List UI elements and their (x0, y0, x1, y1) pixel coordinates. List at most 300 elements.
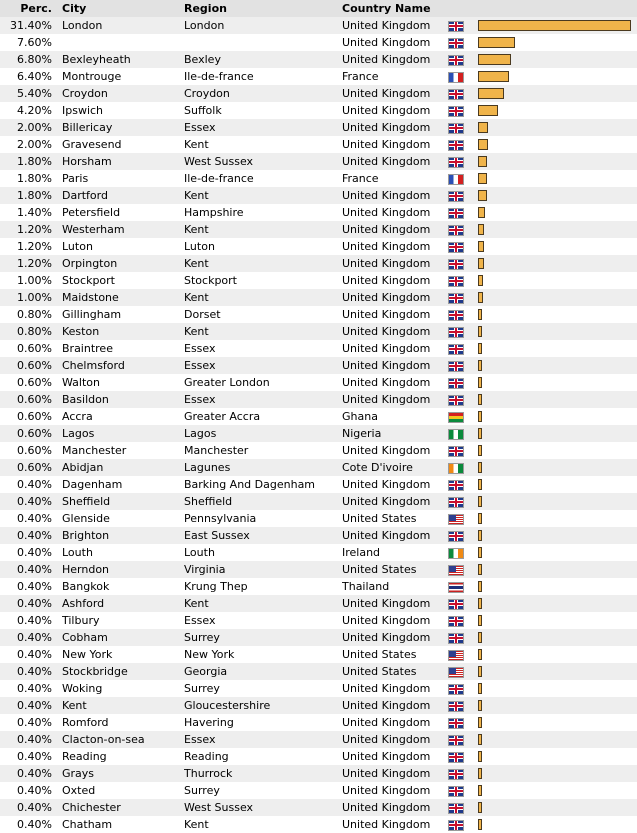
row-perc: 0.40% (0, 663, 62, 680)
row-bar-cell (478, 102, 637, 119)
row-city: Chichester (62, 799, 184, 816)
row-perc: 0.40% (0, 510, 62, 527)
table-row (0, 85, 637, 102)
table-row (0, 748, 637, 765)
row-flag-cell (448, 595, 478, 612)
france-flag-icon (448, 174, 464, 185)
row-flag-cell (448, 782, 478, 799)
row-city: Oxted (62, 782, 184, 799)
row-perc: 6.80% (0, 51, 62, 68)
row-flag-cell (448, 799, 478, 816)
ghana-flag-icon (448, 412, 464, 423)
table-row (0, 153, 637, 170)
table-row (0, 340, 637, 357)
row-city: Grays (62, 765, 184, 782)
row-country: United Kingdom (342, 340, 448, 357)
percentage-bar (478, 445, 482, 456)
uk-flag-icon (448, 310, 464, 321)
row-bar-cell (478, 68, 637, 85)
uk-flag-icon (448, 395, 464, 406)
row-region: London (184, 17, 342, 34)
header-flag (448, 0, 478, 17)
row-flag-cell (448, 561, 478, 578)
row-perc: 0.60% (0, 391, 62, 408)
row-city: Billericay (62, 119, 184, 136)
row-bar-cell (478, 544, 637, 561)
uk-flag-icon (448, 599, 464, 610)
row-bar-cell (478, 595, 637, 612)
row-country: United Kingdom (342, 476, 448, 493)
percentage-bar (478, 37, 515, 48)
table-row (0, 187, 637, 204)
table-row (0, 306, 637, 323)
table-row (0, 17, 637, 34)
row-region: Kent (184, 323, 342, 340)
percentage-bar (478, 360, 482, 371)
row-flag-cell (448, 816, 478, 833)
row-flag-cell (448, 510, 478, 527)
table-row (0, 374, 637, 391)
row-city: Tilbury (62, 612, 184, 629)
row-perc: 0.40% (0, 561, 62, 578)
row-country: United Kingdom (342, 765, 448, 782)
row-country: United States (342, 561, 448, 578)
row-bar-cell (478, 663, 637, 680)
percentage-bar (478, 428, 482, 439)
table-row (0, 646, 637, 663)
table-row (0, 289, 637, 306)
table-row (0, 408, 637, 425)
row-perc: 31.40% (0, 17, 62, 34)
row-country: United States (342, 663, 448, 680)
row-region: Kent (184, 136, 342, 153)
row-flag-cell (448, 612, 478, 629)
usa-flag-icon (448, 650, 464, 661)
row-city: Woking (62, 680, 184, 697)
row-perc: 0.40% (0, 527, 62, 544)
row-region: Stockport (184, 272, 342, 289)
row-city: Maidstone (62, 289, 184, 306)
row-city: Brighton (62, 527, 184, 544)
percentage-bar (478, 173, 487, 184)
row-flag-cell (448, 170, 478, 187)
table-row (0, 51, 637, 68)
row-perc: 1.80% (0, 153, 62, 170)
france-flag-icon (448, 72, 464, 83)
row-region: Bexley (184, 51, 342, 68)
row-country: United Kingdom (342, 221, 448, 238)
row-perc: 1.20% (0, 255, 62, 272)
percentage-bar (478, 802, 482, 813)
row-city: Dagenham (62, 476, 184, 493)
row-city: Dartford (62, 187, 184, 204)
table-row (0, 493, 637, 510)
uk-flag-icon (448, 701, 464, 712)
percentage-bar (478, 666, 482, 677)
row-region: Essex (184, 731, 342, 748)
row-bar-cell (478, 578, 637, 595)
row-region: Ile-de-france (184, 68, 342, 85)
row-country: France (342, 68, 448, 85)
row-city: Cobham (62, 629, 184, 646)
row-perc: 1.40% (0, 204, 62, 221)
row-perc: 0.40% (0, 816, 62, 833)
row-city: Westerham (62, 221, 184, 238)
table-row (0, 629, 637, 646)
uk-flag-icon (448, 21, 464, 32)
row-country: United States (342, 646, 448, 663)
percentage-bar (478, 105, 498, 116)
percentage-bar (478, 768, 482, 779)
row-city: Lagos (62, 425, 184, 442)
percentage-bar (478, 598, 482, 609)
row-perc: 0.40% (0, 612, 62, 629)
percentage-bar (478, 258, 484, 269)
row-region: Surrey (184, 629, 342, 646)
row-perc: 0.60% (0, 357, 62, 374)
percentage-bar (478, 496, 482, 507)
row-bar-cell (478, 680, 637, 697)
percentage-bar (478, 513, 482, 524)
uk-flag-icon (448, 684, 464, 695)
row-bar-cell (478, 748, 637, 765)
row-region: Reading (184, 748, 342, 765)
row-region: Kent (184, 221, 342, 238)
row-country: Cote D'ivoire (342, 459, 448, 476)
row-flag-cell (448, 255, 478, 272)
row-bar-cell (478, 391, 637, 408)
row-city: Accra (62, 408, 184, 425)
table-row (0, 697, 637, 714)
row-flag-cell (448, 323, 478, 340)
header-city[interactable]: City (62, 0, 184, 17)
uk-flag-icon (448, 157, 464, 168)
row-perc: 0.40% (0, 646, 62, 663)
row-city: Ipswich (62, 102, 184, 119)
row-perc: 0.40% (0, 714, 62, 731)
row-country: United Kingdom (342, 34, 448, 51)
table-row (0, 204, 637, 221)
table-row (0, 102, 637, 119)
row-bar-cell (478, 425, 637, 442)
uk-flag-icon (448, 361, 464, 372)
row-flag-cell (448, 527, 478, 544)
nigeria-flag-icon (448, 429, 464, 440)
table-row (0, 714, 637, 731)
percentage-bar (478, 819, 482, 830)
row-region: Essex (184, 340, 342, 357)
uk-flag-icon (448, 786, 464, 797)
table-row (0, 459, 637, 476)
row-bar-cell (478, 527, 637, 544)
table-row (0, 442, 637, 459)
row-country: United Kingdom (342, 136, 448, 153)
uk-flag-icon (448, 769, 464, 780)
row-region: Greater Accra (184, 408, 342, 425)
row-perc: 0.60% (0, 374, 62, 391)
uk-flag-icon (448, 208, 464, 219)
row-city: Stockport (62, 272, 184, 289)
uk-flag-icon (448, 531, 464, 542)
percentage-bar (478, 751, 482, 762)
row-flag-cell (448, 425, 478, 442)
row-city: Luton (62, 238, 184, 255)
table-row (0, 136, 637, 153)
row-bar-cell (478, 255, 637, 272)
row-bar-cell (478, 459, 637, 476)
row-perc: 0.40% (0, 748, 62, 765)
row-perc: 0.40% (0, 697, 62, 714)
row-flag-cell (448, 204, 478, 221)
percentage-bar (478, 326, 482, 337)
row-flag-cell (448, 136, 478, 153)
row-bar-cell (478, 136, 637, 153)
row-city: Louth (62, 544, 184, 561)
row-city: London (62, 17, 184, 34)
table-row (0, 816, 637, 833)
row-region: East Sussex (184, 527, 342, 544)
row-perc: 0.40% (0, 544, 62, 561)
percentage-bar (478, 530, 482, 541)
row-flag-cell (448, 374, 478, 391)
row-flag-cell (448, 34, 478, 51)
row-bar-cell (478, 510, 637, 527)
row-perc: 0.40% (0, 578, 62, 595)
row-bar-cell (478, 442, 637, 459)
row-region: Havering (184, 714, 342, 731)
percentage-bar (478, 190, 487, 201)
row-country: United Kingdom (342, 187, 448, 204)
row-bar-cell (478, 782, 637, 799)
row-flag-cell (448, 272, 478, 289)
row-region: Dorset (184, 306, 342, 323)
row-region: Luton (184, 238, 342, 255)
row-flag-cell (448, 187, 478, 204)
row-city: Glenside (62, 510, 184, 527)
row-flag-cell (448, 663, 478, 680)
row-bar-cell (478, 374, 637, 391)
row-flag-cell (448, 629, 478, 646)
uk-flag-icon (448, 378, 464, 389)
row-country: Thailand (342, 578, 448, 595)
row-flag-cell (448, 340, 478, 357)
row-region: Kent (184, 816, 342, 833)
row-perc: 0.40% (0, 765, 62, 782)
uk-flag-icon (448, 633, 464, 644)
row-region: Kent (184, 595, 342, 612)
row-city: Basildon (62, 391, 184, 408)
row-perc: 1.20% (0, 238, 62, 255)
row-perc: 5.40% (0, 85, 62, 102)
row-region: Georgia (184, 663, 342, 680)
row-perc: 6.40% (0, 68, 62, 85)
row-flag-cell (448, 221, 478, 238)
uk-flag-icon (448, 820, 464, 831)
row-country: France (342, 170, 448, 187)
table-row (0, 731, 637, 748)
row-country: United Kingdom (342, 357, 448, 374)
row-flag-cell (448, 102, 478, 119)
row-bar-cell (478, 357, 637, 374)
row-city: Kent (62, 697, 184, 714)
row-country: United Kingdom (342, 306, 448, 323)
row-country: United Kingdom (342, 493, 448, 510)
percentage-bar (478, 649, 482, 660)
row-country: United Kingdom (342, 697, 448, 714)
row-flag-cell (448, 544, 478, 561)
row-bar-cell (478, 17, 637, 34)
row-country: United Kingdom (342, 731, 448, 748)
uk-flag-icon (448, 446, 464, 457)
row-city: Petersfield (62, 204, 184, 221)
uk-flag-icon (448, 276, 464, 287)
row-region: Lagunes (184, 459, 342, 476)
row-perc: 2.00% (0, 136, 62, 153)
table-row (0, 510, 637, 527)
row-perc: 0.60% (0, 340, 62, 357)
uk-flag-icon (448, 140, 464, 151)
row-perc: 0.40% (0, 799, 62, 816)
table-row (0, 170, 637, 187)
uk-flag-icon (448, 242, 464, 253)
table-row (0, 255, 637, 272)
row-flag-cell (448, 765, 478, 782)
table-row (0, 680, 637, 697)
row-perc: 1.00% (0, 289, 62, 306)
row-city: Chelmsford (62, 357, 184, 374)
row-country: United Kingdom (342, 204, 448, 221)
thailand-flag-icon (448, 582, 464, 593)
row-country: United Kingdom (342, 102, 448, 119)
percentage-bar (478, 581, 482, 592)
row-country: United Kingdom (342, 799, 448, 816)
row-flag-cell (448, 306, 478, 323)
row-region: Louth (184, 544, 342, 561)
percentage-bar (478, 479, 482, 490)
row-flag-cell (448, 289, 478, 306)
cote-divoire-flag-icon (448, 463, 464, 474)
row-region: Gloucestershire (184, 697, 342, 714)
table-row (0, 765, 637, 782)
row-perc: 2.00% (0, 119, 62, 136)
percentage-bar (478, 547, 482, 558)
table-row (0, 544, 637, 561)
row-region: Suffolk (184, 102, 342, 119)
row-flag-cell (448, 85, 478, 102)
table-row (0, 119, 637, 136)
row-bar-cell (478, 170, 637, 187)
percentage-bar (478, 615, 482, 626)
row-country: United Kingdom (342, 255, 448, 272)
row-region: Manchester (184, 442, 342, 459)
row-region: West Sussex (184, 799, 342, 816)
row-city: Gravesend (62, 136, 184, 153)
percentage-bar (478, 394, 482, 405)
row-flag-cell (448, 493, 478, 510)
row-perc: 0.80% (0, 306, 62, 323)
row-city: Keston (62, 323, 184, 340)
row-perc: 0.40% (0, 476, 62, 493)
header-country[interactable]: Country Name (342, 0, 448, 17)
row-region: Hampshire (184, 204, 342, 221)
row-bar-cell (478, 629, 637, 646)
row-country: United Kingdom (342, 748, 448, 765)
row-bar-cell (478, 85, 637, 102)
table-row (0, 561, 637, 578)
row-flag-cell (448, 748, 478, 765)
row-flag-cell (448, 442, 478, 459)
row-region: Virginia (184, 561, 342, 578)
row-flag-cell (448, 17, 478, 34)
row-country: Ireland (342, 544, 448, 561)
percentage-bar (478, 292, 483, 303)
table-row (0, 221, 637, 238)
uk-flag-icon (448, 123, 464, 134)
row-bar-cell (478, 408, 637, 425)
percentage-bar (478, 632, 482, 643)
row-city: Croydon (62, 85, 184, 102)
row-perc: 1.00% (0, 272, 62, 289)
row-region: Surrey (184, 782, 342, 799)
row-city: Romford (62, 714, 184, 731)
table-row (0, 323, 637, 340)
row-country: United Kingdom (342, 714, 448, 731)
table-row (0, 34, 637, 51)
row-country: United Kingdom (342, 153, 448, 170)
row-region: Essex (184, 357, 342, 374)
uk-flag-icon (448, 38, 464, 49)
percentage-bar (478, 734, 482, 745)
row-flag-cell (448, 357, 478, 374)
row-bar-cell (478, 51, 637, 68)
table-row (0, 68, 637, 85)
row-country: United Kingdom (342, 374, 448, 391)
header-perc[interactable]: Perc. (0, 0, 62, 17)
row-flag-cell (448, 731, 478, 748)
row-bar-cell (478, 289, 637, 306)
row-country: Nigeria (342, 425, 448, 442)
row-perc: 0.60% (0, 442, 62, 459)
table-row (0, 782, 637, 799)
row-city: Ashford (62, 595, 184, 612)
header-region[interactable]: Region (184, 0, 342, 17)
table-header-row (0, 0, 637, 17)
table-row (0, 578, 637, 595)
uk-flag-icon (448, 293, 464, 304)
percentage-bar (478, 122, 488, 133)
uk-flag-icon (448, 55, 464, 66)
row-bar-cell (478, 119, 637, 136)
row-perc: 0.40% (0, 493, 62, 510)
row-perc: 0.40% (0, 629, 62, 646)
row-country: United Kingdom (342, 119, 448, 136)
row-region: Lagos (184, 425, 342, 442)
row-city: Walton (62, 374, 184, 391)
row-bar-cell (478, 816, 637, 833)
percentage-bar (478, 224, 484, 235)
percentage-bar (478, 717, 482, 728)
row-flag-cell (448, 714, 478, 731)
table-row (0, 476, 637, 493)
percentage-bar (478, 54, 511, 65)
row-country: United Kingdom (342, 289, 448, 306)
row-country: United Kingdom (342, 782, 448, 799)
uk-flag-icon (448, 89, 464, 100)
table-row (0, 391, 637, 408)
uk-flag-icon (448, 191, 464, 202)
row-bar-cell (478, 493, 637, 510)
row-country: United Kingdom (342, 442, 448, 459)
